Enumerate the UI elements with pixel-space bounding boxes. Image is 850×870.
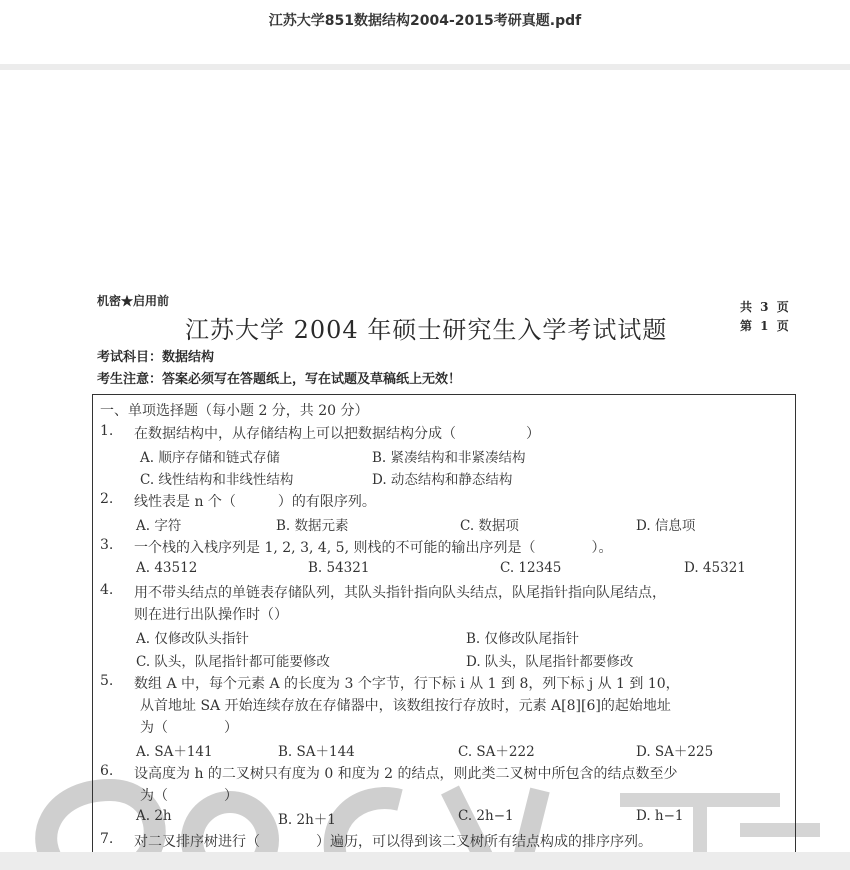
question-number: 3. — [100, 537, 114, 553]
exam-title: 江苏大学 2004 年硕士研究生入学考试试题 — [185, 316, 668, 344]
option-b: B. 数据元素 — [276, 518, 349, 534]
option-a: A. 43512 — [136, 560, 198, 576]
option-b: B. 2h＋1 — [278, 812, 336, 828]
question-number: 4. — [100, 582, 114, 598]
option-d: D. SA＋225 — [636, 744, 714, 760]
option-a: A. 字符 — [136, 518, 182, 534]
option-d: D. 45321 — [684, 560, 746, 576]
section-heading: 一、单项选择题（每小题 2 分，共 20 分） — [100, 403, 369, 419]
pdf-viewer[interactable] — [0, 70, 850, 852]
option-a: A. 顺序存储和链式存储 — [140, 450, 280, 466]
option-d: D. 信息项 — [636, 518, 696, 534]
pdf-page — [0, 70, 850, 852]
question-text: 对二叉排序树进行（ ）遍历，可以得到该二叉树所有结点构成的排序序列。 — [134, 834, 652, 850]
option-d: D. h−1 — [636, 808, 684, 824]
confidential-label: 机密★启用前 — [97, 294, 170, 308]
option-a: A. SA＋141 — [136, 744, 213, 760]
option-c: C. 2h−1 — [458, 808, 514, 824]
total-pages: 共 3 页 — [740, 300, 791, 314]
option-c: C. 12345 — [500, 560, 562, 576]
option-b: B. 54321 — [308, 560, 370, 576]
viewer-bottom-bar — [0, 852, 850, 870]
question-text-continued: 为（ ） — [140, 720, 238, 736]
option-d: D. 动态结构和静态结构 — [372, 472, 513, 488]
option-c: C. 数据项 — [460, 518, 519, 534]
option-c: C. 队头，队尾指针都可能要修改 — [136, 654, 330, 670]
question-number: 6. — [100, 763, 114, 779]
question-text-continued: 为（ ） — [140, 788, 238, 804]
question-text: 一个栈的入栈序列是 1, 2, 3, 4, 5, 则栈的不可能的输出序列是（ ）。 — [134, 540, 613, 556]
question-text: 用不带头结点的单链表存储队列，其队头指针指向队头结点，队尾指针指向队尾结点， — [134, 585, 666, 601]
question-number: 7. — [100, 831, 114, 847]
option-d: D. 队头，队尾指针都要修改 — [466, 654, 634, 670]
option-a: A. 仅修改队头指针 — [136, 631, 249, 647]
page-number: 第 1 页 — [740, 319, 791, 333]
question-text: 在数据结构中，从存储结构上可以把数据结构分成（ ） — [134, 426, 540, 442]
option-b: B. 仅修改队尾指针 — [466, 631, 580, 647]
question-number: 2. — [100, 491, 114, 507]
document-title: 江苏大学851数据结构2004-2015考研真题.pdf — [268, 13, 582, 29]
option-c: C. SA＋222 — [458, 744, 535, 760]
question-text: 数组 A 中，每个元素 A 的长度为 3 个字节，行下标 i 从 1 到 8，列下标 j 从 1 到 10， — [134, 676, 680, 692]
option-b: B. 紧凑结构和非紧凑结构 — [372, 450, 526, 466]
option-c: C. 线性结构和非线性结构 — [140, 472, 294, 488]
question-text-continued: 则在进行出队操作时（） — [134, 607, 288, 623]
exam-notice: 考生注意：答案必须写在答题纸上，写在试题及草稿纸上无效！ — [97, 372, 462, 387]
option-a: A. 2h — [136, 808, 172, 824]
question-text: 设高度为 h 的二叉树只有度为 0 和度为 2 的结点，则此类二叉树中所包含的结点数至少 — [134, 766, 678, 782]
question-number: 5. — [100, 673, 114, 689]
question-text: 线性表是 n 个（ ）的有限序列。 — [134, 494, 376, 510]
exam-subject: 考试科目：数据结构 — [97, 350, 215, 365]
question-text-continued: 从首地址 SA 开始连续存放在存储器中，该数组按行存放时，元素 A[8][6]的起始地址 — [140, 698, 671, 714]
option-b: B. SA＋144 — [278, 744, 355, 760]
viewer-titlebar — [0, 0, 850, 70]
question-number: 1. — [100, 423, 114, 439]
